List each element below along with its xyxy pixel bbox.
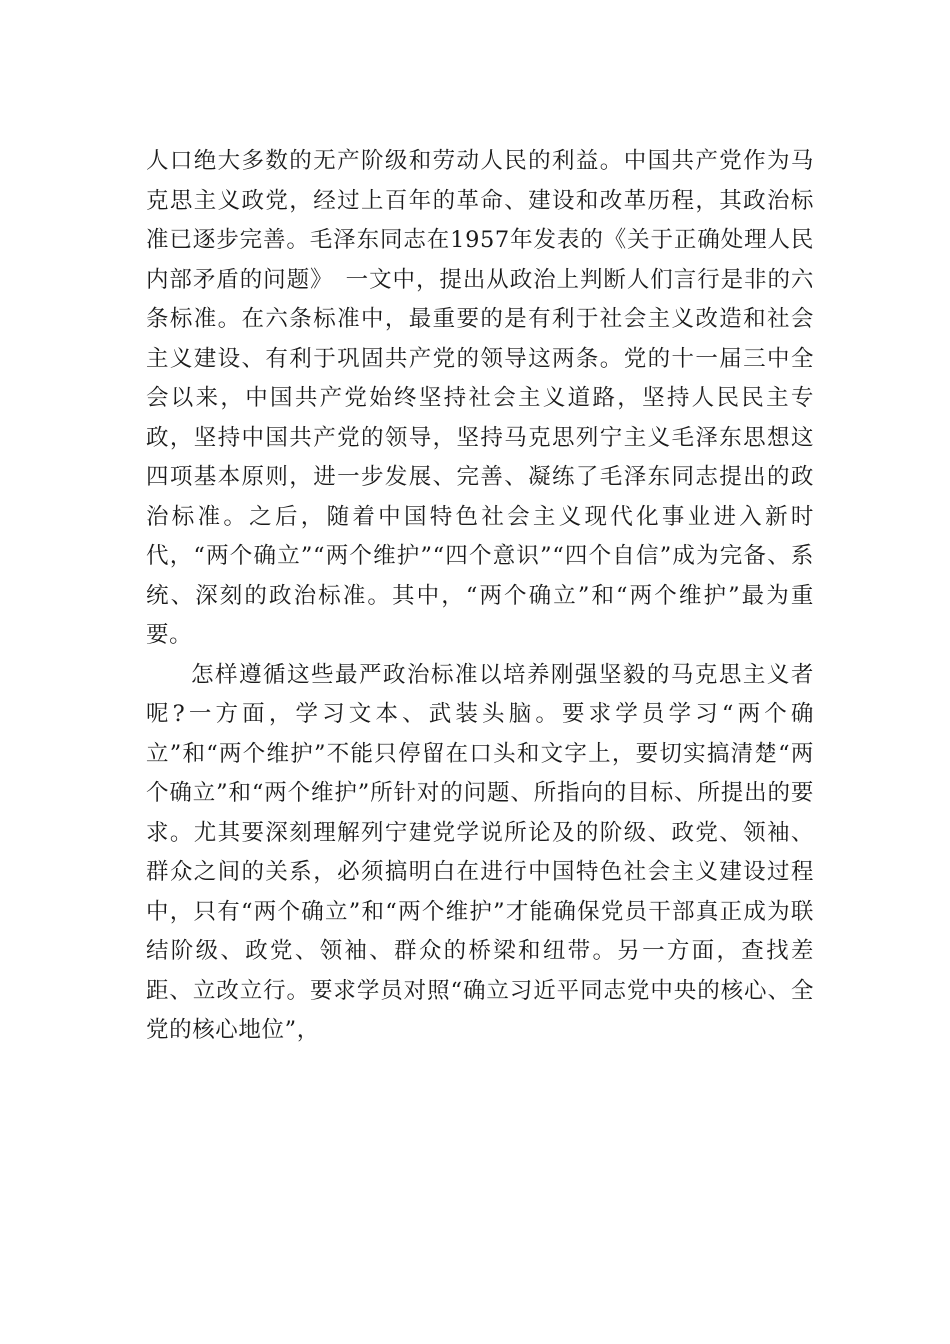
body-text	[146, 142, 814, 1051]
paragraph-continued: 人口绝大多数的无产阶级和劳动人民的利益。中国共产党作为马克思主义政党，经过上百年的革命、建设和改革历程，其政治标准已逐步完善。毛泽东同志在1957年发表的《关于正确处理人民内部矛盾的问题》 一文中，提出从政治上判断人们言行是非的六条标准。在六条标准中，最重要的是有利于社会主义改造和社会主义建设、有利于巩固共产党的领导这两条。党的十一届三中全会以来，中国共产党始终坚持社会主义道路，坚持人民民主专政，坚持中国共产党的领导，坚持马克思列宁主义毛泽东思想这四项基本原则，进一步发展、完善、凝练了毛泽东同志提出的政治标准。之后，随着中国特色社会主义现代化事业进入新时代，“两个确立”“两个维护”“四个意识”“四个自信”成为完备、系统、深刻的政治标准。其中，“两个确立”和“两个维护”最为重要。	[146, 148, 814, 648]
paragraph: 怎样遵循这些最严政治标准以培养刚强坚毅的马克思主义者呢?一方面，学习文本、武装头脑。要求学员学习“两个确立”和“两个维护”不能只停留在口头和文字上，要切实搞清楚“两个确立”和“两个维护”所针对的问题、所指向的目标、所提出的要求。尤其要深刻理解列宁建党学说所论及的阶级、政党、领袖、群众之间的关系，必须搞明白在进行中国特色社会主义建设过程中，只有“两个确立”和“两个维护”才能确保党员干部真正成为联结阶级、政党、领袖、群众的桥梁和纽带。另一方面，查找差距、立改立行。要求学员对照“确立习近平同志党中央的核心、全党的核心地位”，	[146, 661, 814, 1043]
